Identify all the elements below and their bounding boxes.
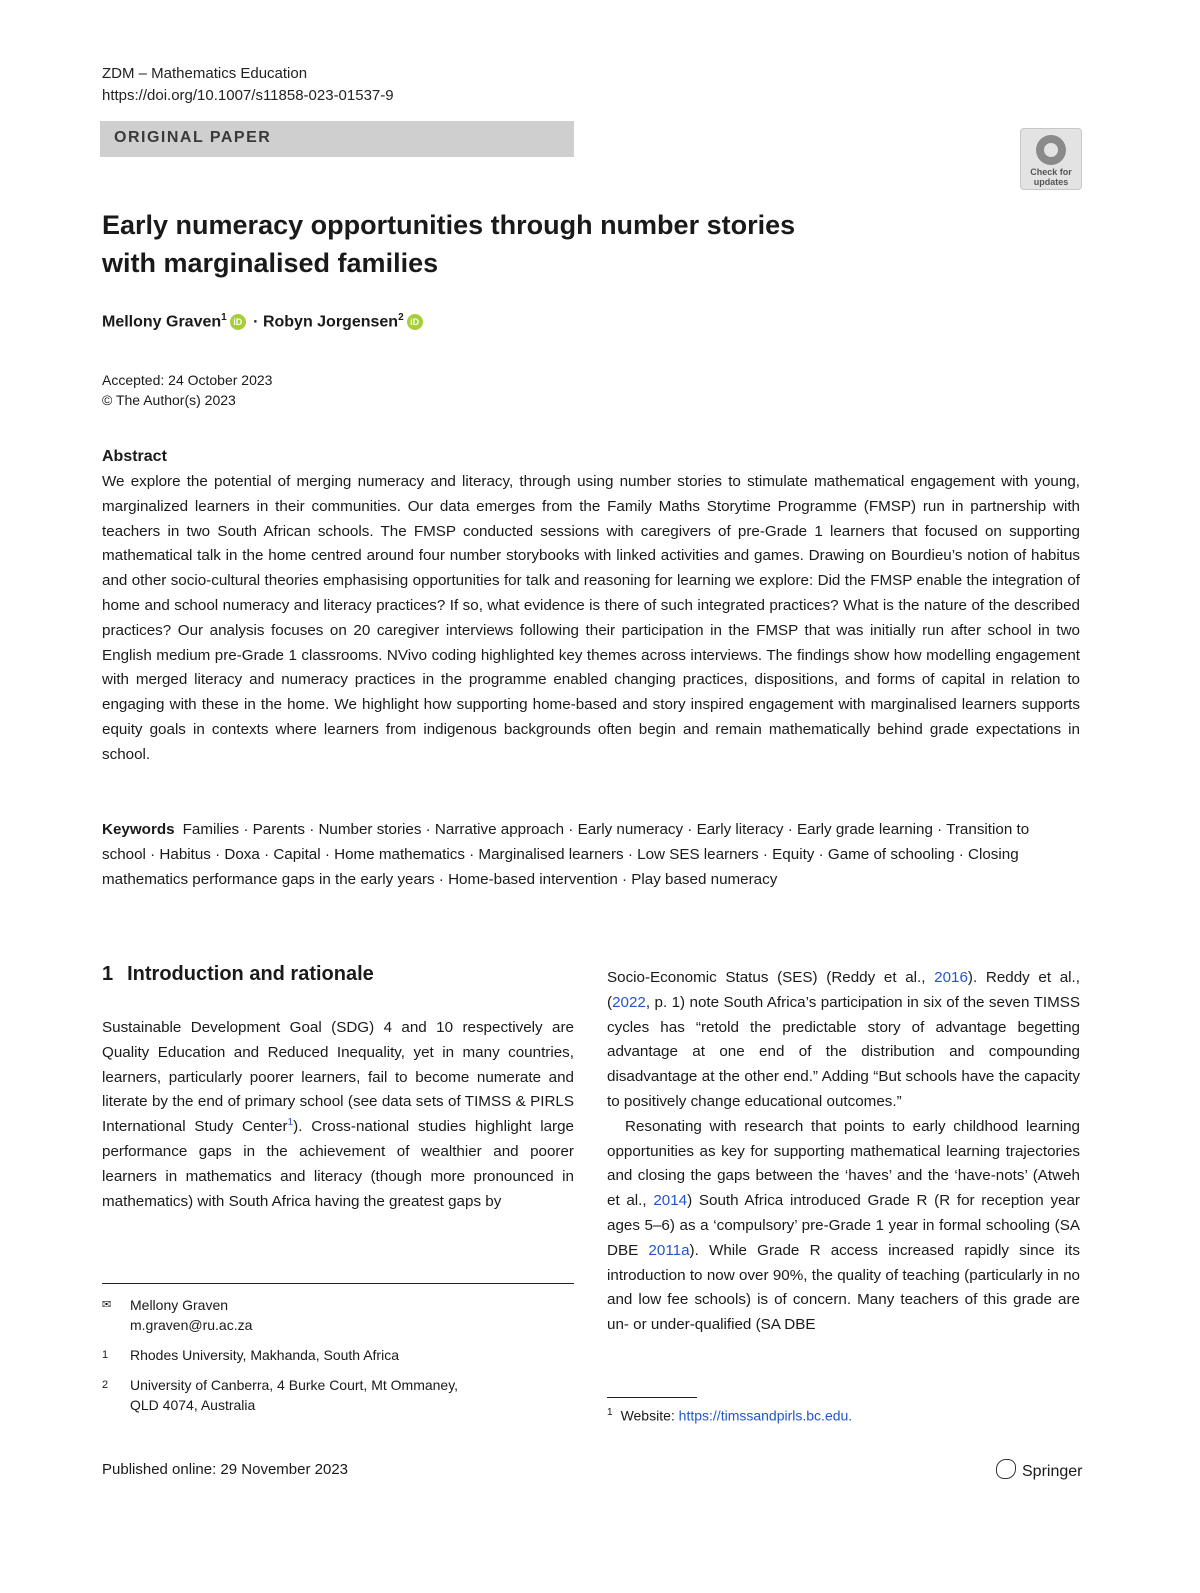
check-for-updates-button[interactable]: [1020, 128, 1082, 190]
intro-text: Sustainable Development Goal (SDG) 4 and 10 respectively are Quality Education and Reduced Inequality, yet in many countries, learners, particularly poorer learners, fail to become numerate and literate by the end of primary school (see data sets of TIMSS & PIRLS International Study Center: [102, 1019, 574, 1136]
corresponding-name: Mellony Graven: [130, 1297, 229, 1313]
intro-text-cont: ). Cross-national studies highlight large performance gaps in the achievement of wealthier and poorer learners in mathematics and literacy (though more pronounced in mathematics) with South Africa having the greatest gaps by: [102, 1118, 575, 1210]
footnote-number: 1: [607, 1407, 613, 1418]
footnote: [607, 1403, 852, 1426]
footnote-label: Website:: [620, 1407, 679, 1424]
paper-title: [102, 206, 922, 282]
author-1-name[interactable]: Mellony Graven: [102, 313, 222, 331]
left-column: [102, 1016, 574, 1214]
right-paragraph-2: [607, 1115, 1080, 1338]
para-text: ). Reddy et al., (: [607, 969, 1080, 1011]
abstract-heading: Abstract: [102, 448, 167, 465]
right-column: [607, 966, 1080, 1338]
publisher-name: Springer: [1022, 1463, 1083, 1480]
title-line-1: Early numeracy opportunities through number stories: [102, 210, 796, 240]
citation-link[interactable]: 2014: [653, 1192, 688, 1210]
author-2-affiliation: 2: [398, 312, 404, 323]
affiliation-text: Rhodes University, Makhanda, South Africa: [130, 1347, 399, 1363]
affiliation-number: 1: [102, 1349, 109, 1361]
keywords-list: Families · Parents · Number stories · Narrative approach · Early numeracy · Early literacy · Early grade learning · Transition to school · Habitus · Doxa · Capital · Home mathematics · Marginalised learners · Low SES learners · Equity · Game of schooling · Closing mathematics performance gaps in the early years · Home-based intervention · Play based numeracy: [102, 821, 1030, 888]
para-text: Resonating with research that points to early childhood learning opportunities as key for supporting mathematical learning trajectories and closing the gaps between the ‘haves’ and the ‘have-nots’ (Atweh et al.,: [607, 1117, 1080, 1210]
corresponding-author: [102, 1295, 574, 1335]
journal-name: ZDM – Mathematics Education: [102, 65, 308, 82]
citation-link[interactable]: 2022: [612, 993, 646, 1011]
keywords-block: [102, 817, 1042, 892]
para-text: , p. 1) note South Africa’s participation in six of the seven TIMSS cycles has “retold the predictable story of advantage begetting advantage at one end of the distribution and compounding disadvantage at the other end.” Adding “But schools have the capacity to positively change educational outcomes.”: [607, 993, 1080, 1110]
doi-link[interactable]: https://doi.org/10.1007/s11858-023-01537-9: [102, 87, 394, 104]
para-text: ) South Africa introduced Grade R (R for reception year ages 5–6) as a ‘compulsory’ pre-Grade 1 year in formal schooling (SA DBE: [607, 1192, 1080, 1259]
publisher-logo: [996, 1459, 1082, 1481]
envelope-icon: ✉: [102, 1299, 112, 1311]
published-date: Published online: 29 November 2023: [102, 1461, 348, 1478]
abstract-body: We explore the potential of merging numeracy and literacy, through using number stories to stimulate mathematical engagement with young, marginalized learners in their communities. Our data emerges from the Family Maths Storytime Programme (FMSP) run in partnership with teachers in two South African schools. The FMSP conducted sessions with caregivers of pre-Grade 1 learners that focused on supporting mathematical talk in the home centred around four number storybooks with linked activities and games. Drawing on Bourdieu’s notion of habitus and other socio-cultural theories emphasising opportunities for talk and reasoning for learning we explore: Did the FMSP enable the integration of home and school numeracy and literacy practices? If so, what evidence is there of such integrated practices? What is the nature of the described practices? Our analysis focuses on 20 caregiver interviews following their participation in the FMSP that was initially run after school in two English medium pre-Grade 1 classrooms. NVivo coding highlighted key themes across interviews. The findings show how modelling engagement with merged literacy and numeracy practices in the programme enabled changing practices, dispositions, and forms of capital in relation to engaging with these in the home. We highlight how supporting home-based and story inspired engagement with marginalised learners supports equity goals in contexts where learners from indigenous backgrounds often begin and remain mathematically behind grade expectations in school.: [102, 473, 1080, 763]
section-heading: [102, 963, 374, 986]
affiliation-2: [102, 1375, 574, 1415]
title-line-2: with marginalised families: [102, 248, 439, 278]
article-type-label: ORIGINAL PAPER: [114, 129, 272, 146]
author-list: [102, 312, 426, 331]
orcid-icon[interactable]: iD: [230, 314, 246, 330]
right-paragraph-1: [607, 966, 1080, 1115]
article-type-badge: [100, 121, 574, 157]
para-text: ). While Grade R access increased rapidly since its introduction to now over 90%, the quality of teaching (particularly in no and low fee schools) is of concern. Many teachers of this grade are un- or under-qualified (SA DBE: [607, 1241, 1080, 1334]
section-number: 1: [102, 963, 114, 985]
check-updates-icon: [1036, 135, 1066, 165]
article-dates: [102, 370, 272, 410]
keywords-label: Keywords: [102, 821, 175, 838]
copyright-line: © The Author(s) 2023: [102, 392, 236, 408]
accepted-date: Accepted: 24 October 2023: [102, 372, 273, 388]
affiliation-1: [102, 1345, 574, 1365]
intro-paragraph: [102, 1016, 574, 1214]
footnote-ref[interactable]: 1: [287, 1117, 294, 1129]
affiliation-number: 2: [102, 1379, 109, 1391]
citation-link[interactable]: 2016: [934, 969, 968, 986]
citation-link[interactable]: 2011a: [648, 1241, 690, 1259]
footnote-link[interactable]: https://timssandpirls.bc.edu.: [678, 1407, 853, 1424]
author-separator: ·: [248, 313, 263, 331]
springer-horse-icon: [996, 1459, 1016, 1479]
check-updates-label: Check for updates: [1030, 167, 1072, 187]
author-2-name[interactable]: Robyn Jorgensen: [262, 313, 399, 331]
corresponding-email[interactable]: m.graven@ru.ac.za: [130, 1317, 253, 1333]
affiliation-text: University of Canberra, 4 Burke Court, Mt Ommaney,: [130, 1377, 459, 1393]
journal-header: [102, 63, 394, 107]
footnote-divider: [607, 1397, 697, 1398]
affiliation-text: QLD 4074, Australia: [130, 1397, 256, 1413]
section-title: Introduction and rationale: [127, 963, 374, 985]
author-1-affiliation: 1: [221, 312, 227, 323]
contact-divider: [102, 1283, 574, 1284]
para-text: Socio-Economic Status (SES) (Reddy et al.,: [607, 969, 935, 986]
orcid-icon[interactable]: iD: [407, 314, 423, 330]
correspondence-block: [102, 1295, 574, 1425]
